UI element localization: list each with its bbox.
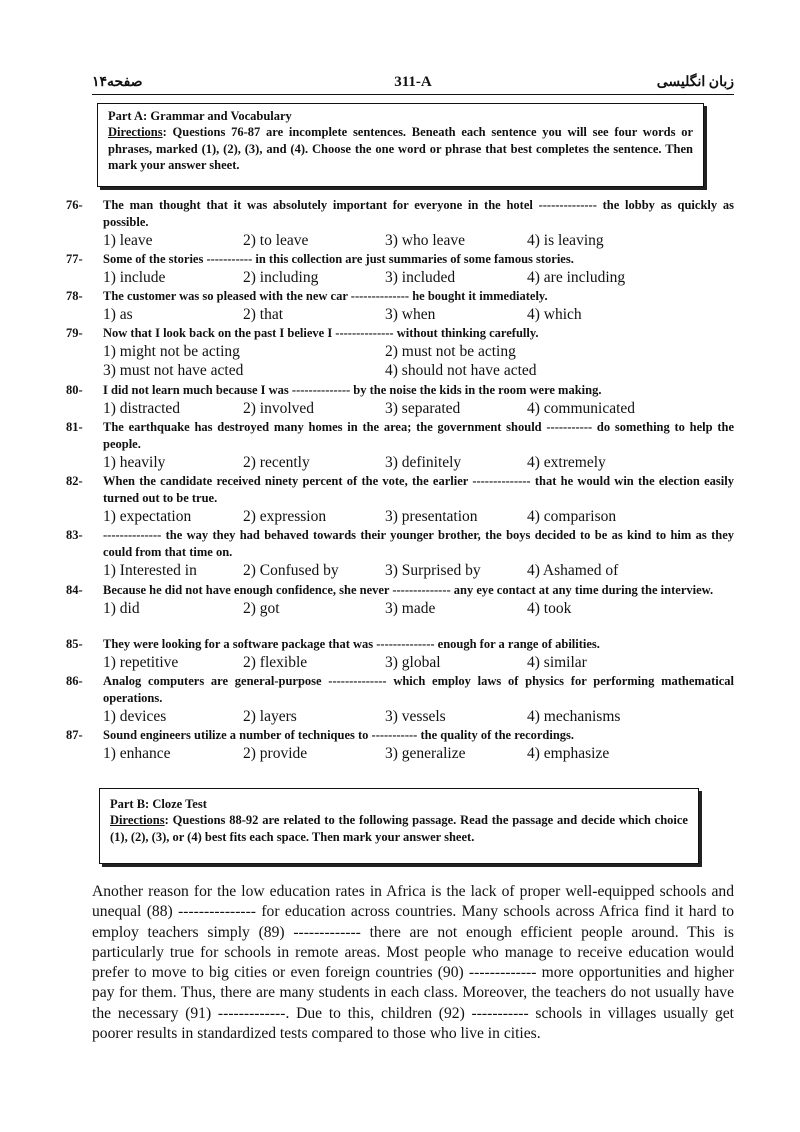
option-4[interactable]: 4) which	[527, 306, 582, 323]
exam-code: 311-A	[394, 74, 432, 90]
option-1[interactable]: 1) might not be acting	[103, 343, 240, 360]
question-80	[66, 382, 734, 418]
option-1[interactable]: 1) as	[103, 306, 133, 323]
option-2[interactable]: 2) that	[243, 306, 284, 323]
question-number: 82-	[66, 474, 83, 488]
part-a-directions-label: Directions	[108, 125, 163, 139]
option-3[interactable]: 3) global	[385, 654, 441, 671]
question-stem: They were looking for a software package that was -------------- enough for a range of abilities.	[103, 637, 600, 651]
options-row	[103, 231, 734, 250]
options-row	[103, 653, 734, 672]
option-1[interactable]: 1) devices	[103, 708, 167, 725]
option-1[interactable]: 1) leave	[103, 232, 153, 249]
option-2[interactable]: 2) provide	[243, 745, 308, 762]
option-1[interactable]: 1) distracted	[103, 400, 181, 417]
option-3[interactable]: 3) vessels	[385, 708, 446, 725]
option-3[interactable]: 3) included	[385, 269, 456, 286]
option-2[interactable]: 2) to leave	[243, 232, 309, 249]
option-4[interactable]: 4) took	[527, 600, 572, 617]
question-stem: -------------- the way they had behaved towards their younger brother, the boys decided to be as kind to him as they could from that time on.	[103, 528, 734, 559]
question-85	[66, 636, 734, 672]
option-4[interactable]: 4) mechanisms	[527, 708, 621, 725]
question-79	[66, 325, 734, 380]
option-4[interactable]: 4) should not have acted	[385, 362, 537, 379]
option-4[interactable]: 4) similar	[527, 654, 587, 671]
part-b-title: Part B: Cloze Test	[110, 797, 207, 811]
option-2[interactable]: 2) flexible	[243, 654, 308, 671]
question-78	[66, 288, 734, 324]
option-3[interactable]: 3) Surprised by	[385, 562, 481, 579]
options-row	[103, 599, 734, 618]
options-row	[103, 305, 734, 324]
option-2[interactable]: 2) layers	[243, 708, 297, 725]
question-stem: The customer was so pleased with the new car -------------- he bought it immediately.	[103, 289, 548, 303]
part-a-title: Part A: Grammar and Vocabulary	[108, 109, 292, 123]
question-number: 84-	[66, 583, 83, 597]
question-86	[66, 673, 734, 726]
part-b-box	[99, 788, 699, 864]
question-84	[66, 582, 734, 618]
option-4[interactable]: 4) are including	[527, 269, 626, 286]
question-stem: I did not learn much because I was -------------- by the noise the kids in the room were making.	[103, 383, 602, 397]
part-a-directions	[108, 124, 693, 174]
option-3[interactable]: 3) presentation	[385, 508, 478, 525]
cloze-passage: Another reason for the low education rates in Africa is the lack of proper well-equipped schools and unequal (88) --------------- for education across countries. Many schools across Africa find it hard to employ teachers simply (89) ------------- there are not enough efficient people around. This is particularly true for schools in remote areas. Most people who manage to receive education would prefer to move to big cities or even foreign countries (90) ------------- more opportunities and higher pay for them. Thus, there are many students in each class. Moreover, the teachers do not usually have the necessary (91) -------------. Due to this, children (92) ----------- schools in villages usually get poorer results in standardized tests compared to those who live in cities.	[92, 883, 734, 1043]
question-82	[66, 473, 734, 526]
options-row	[103, 342, 734, 361]
option-3[interactable]: 3) must not have acted	[103, 362, 244, 379]
question-stem: When the candidate received ninety percent of the vote, the earlier -------------- that he would win the election easily turned out to be true.	[103, 474, 734, 505]
question-number: 78-	[66, 289, 83, 303]
options-row	[103, 744, 734, 763]
option-3[interactable]: 3) definitely	[385, 454, 462, 471]
option-2[interactable]: 2) got	[243, 600, 280, 617]
options-row	[103, 399, 734, 418]
option-2[interactable]: 2) Confused by	[243, 562, 339, 579]
options-row	[103, 707, 734, 726]
option-4[interactable]: 4) emphasize	[527, 745, 610, 762]
part-b-directions-text: : Questions 88-92 are related to the following passage. Read the passage and decide which choice (1), (2), (3), or (4) best fits each space. Then mark your answer sheet.	[110, 813, 688, 844]
part-a-directions-text: : Questions 76-87 are incomplete sentences. Beneath each sentence you will see four words or phrases, marked (1), (2), (3), and (4). Choose the one word or phrase that best completes the sentence. Then mark your answer sheet.	[108, 125, 693, 172]
option-3[interactable]: 3) generalize	[385, 745, 466, 762]
part-a-box	[97, 103, 704, 187]
part-b-directions-label: Directions	[110, 813, 165, 827]
question-number: 86-	[66, 674, 83, 688]
question-81	[66, 419, 734, 472]
options-row	[103, 361, 734, 380]
question-stem: Some of the stories ----------- in this collection are just summaries of some famous stories.	[103, 252, 574, 266]
question-number: 79-	[66, 326, 83, 340]
option-4[interactable]: 4) is leaving	[527, 232, 604, 249]
question-stem: The earthquake has destroyed many homes in the area; the government should ----------- do something to help the people.	[103, 420, 734, 451]
page-header	[92, 74, 734, 92]
question-number: 87-	[66, 728, 83, 742]
option-4[interactable]: 4) Ashamed of	[527, 562, 619, 579]
options-row	[103, 453, 734, 472]
option-4[interactable]: 4) extremely	[527, 454, 606, 471]
option-2[interactable]: 2) recently	[243, 454, 310, 471]
option-2[interactable]: 2) involved	[243, 400, 315, 417]
question-stem: Because he did not have enough confidence, she never -------------- any eye contact at any time during the interview.	[103, 583, 714, 597]
question-number: 81-	[66, 420, 83, 434]
header-rule	[92, 94, 734, 95]
option-1[interactable]: 1) did	[103, 600, 140, 617]
option-2[interactable]: 2) including	[243, 269, 319, 286]
question-stem: Sound engineers utilize a number of techniques to ----------- the quality of the recordings.	[103, 728, 575, 742]
question-stem: Analog computers are general-purpose -------------- which employ laws of physics for performing mathematical operations.	[103, 674, 734, 705]
option-4[interactable]: 4) communicated	[527, 400, 636, 417]
option-1[interactable]: 1) enhance	[103, 745, 171, 762]
question-76	[66, 197, 734, 250]
question-number: 83-	[66, 528, 83, 542]
option-3[interactable]: 3) made	[385, 600, 436, 617]
option-1[interactable]: 1) heavily	[103, 454, 166, 471]
option-1[interactable]: 1) repetitive	[103, 654, 179, 671]
option-1[interactable]: 1) include	[103, 269, 166, 286]
question-stem: Now that I look back on the past I believe I -------------- without thinking carefully.	[103, 326, 539, 340]
option-3[interactable]: 3) separated	[385, 400, 461, 417]
question-number: 77-	[66, 252, 83, 266]
options-row	[103, 507, 734, 526]
option-3[interactable]: 3) when	[385, 306, 436, 323]
question-number: 80-	[66, 383, 83, 397]
page-number: صفحه۱۴	[92, 75, 143, 90]
part-b-directions	[110, 812, 688, 845]
option-4[interactable]: 4) comparison	[527, 508, 617, 525]
question-number: 76-	[66, 198, 83, 212]
question-number: 85-	[66, 637, 83, 651]
options-row	[103, 268, 734, 287]
option-2[interactable]: 2) expression	[243, 508, 327, 525]
option-1[interactable]: 1) Interested in	[103, 562, 197, 579]
question-87	[66, 727, 734, 763]
question-77	[66, 251, 734, 287]
options-row	[103, 561, 734, 580]
option-1[interactable]: 1) expectation	[103, 508, 192, 525]
option-3[interactable]: 3) who leave	[385, 232, 466, 249]
question-83	[66, 527, 734, 580]
subject-title: زبان انگلیسی	[656, 75, 734, 90]
question-stem: The man thought that it was absolutely important for everyone in the hotel -------------- the lobby as quickly as possible.	[103, 198, 734, 229]
option-2[interactable]: 2) must not be acting	[385, 343, 516, 360]
